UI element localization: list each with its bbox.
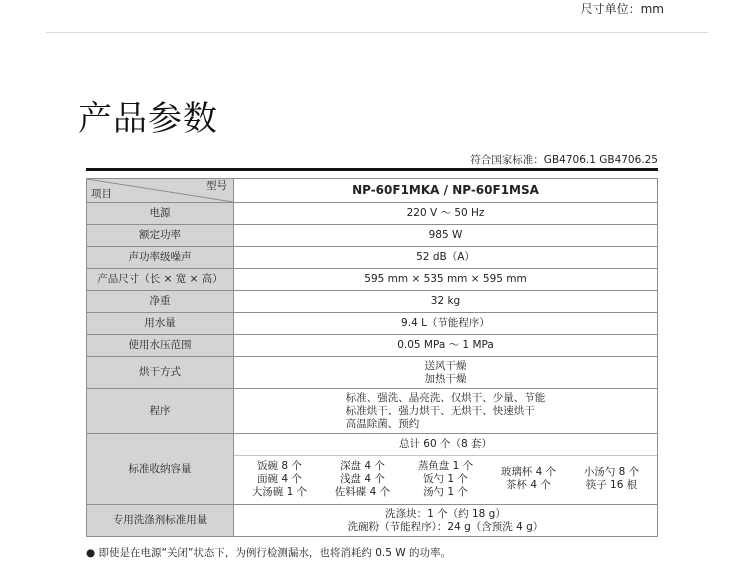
table-row — [87, 203, 658, 225]
table-row — [87, 505, 658, 537]
table-row — [87, 389, 658, 434]
row-value-drying — [234, 357, 658, 389]
capacity-item: 茶杯 4 个 — [506, 479, 551, 491]
table-row — [87, 434, 658, 505]
drying-line: 加热干燥 — [424, 372, 467, 385]
table-top-rule — [86, 168, 658, 171]
capacity-item: 饭勺 1 个 — [423, 472, 468, 485]
drying-line: 送风干燥 — [424, 359, 467, 372]
row-value-weight: 32 kg — [234, 291, 658, 313]
capacity-total: 总计 60 个（8 套） — [234, 435, 657, 456]
capacity-item: 大汤碗 1 个 — [251, 485, 308, 498]
capacity-column — [418, 460, 473, 499]
row-value-water-pressure: 0.05 MPa ～ 1 MPa — [234, 335, 658, 357]
row-label-water-use: 用水量 — [87, 313, 234, 335]
detergent-line: 洗涤块：1 个（约 18 g） — [385, 507, 506, 520]
row-value-capacity — [234, 434, 658, 505]
capacity-item: 玻璃杯 4 个 — [500, 466, 557, 478]
table-row — [87, 335, 658, 357]
row-label-programs: 程序 — [87, 389, 234, 434]
row-value-noise: 52 dB（A） — [234, 247, 658, 269]
capacity-column — [501, 466, 556, 492]
program-line: 高温除菌、预约 — [345, 417, 420, 430]
row-label-rated-power: 额定功率 — [87, 225, 234, 247]
standard-note: 符合国家标准：GB4706.1 GB4706.25 — [470, 154, 658, 166]
capacity-column — [335, 460, 390, 499]
table-header-row — [87, 179, 658, 203]
capacity-item: 深盘 4 个 — [340, 459, 385, 472]
row-label-detergent: 专用洗涤剂标准用量 — [87, 505, 234, 537]
table-row — [87, 225, 658, 247]
row-label-water-pressure: 使用水压范围 — [87, 335, 234, 357]
row-label-noise: 声功率级噪声 — [87, 247, 234, 269]
row-label-weight: 净重 — [87, 291, 234, 313]
page-title: 产品参数 — [78, 99, 218, 139]
capacity-column — [252, 460, 307, 499]
table-row — [87, 247, 658, 269]
corner-cell — [87, 179, 234, 203]
footnote: ● 即使是在电源“关闭”状态下，为例行检测漏水，也将消耗约 0.5 W 的功率。 — [86, 547, 451, 559]
model-value: NP-60F1MKA / NP-60F1MSA — [234, 179, 658, 203]
table-row — [87, 357, 658, 389]
detergent-line: 洗碗粉（节能程序）：24 g（含预洗 4 g） — [347, 520, 544, 533]
row-label-power: 电源 — [87, 203, 234, 225]
program-line: 标准、强洗、晶亮洗、仅烘干、少量、节能 — [345, 391, 546, 404]
corner-item-label: 项目 — [91, 188, 112, 200]
row-label-capacity: 标准收纳容量 — [87, 434, 234, 505]
capacity-item: 浅盘 4 个 — [340, 472, 385, 485]
spec-table — [86, 178, 658, 537]
row-value-programs — [234, 389, 658, 434]
corner-model-label: 型号 — [206, 180, 227, 192]
capacity-item: 蒸鱼盘 1 个 — [417, 459, 474, 472]
row-value-rated-power: 985 W — [234, 225, 658, 247]
row-value-detergent — [234, 505, 658, 537]
capacity-item: 饭碗 8 个 — [257, 459, 302, 472]
capacity-column — [584, 466, 639, 492]
table-row — [87, 269, 658, 291]
row-value-dimensions: 595 mm × 535 mm × 595 mm — [234, 269, 658, 291]
top-divider — [46, 32, 708, 33]
row-value-water-use: 9.4 L（节能程序） — [234, 313, 658, 335]
table-row — [87, 313, 658, 335]
capacity-item: 小汤勺 8 个 — [583, 466, 640, 478]
row-label-dimensions: 产品尺寸（长 × 宽 × 高） — [87, 269, 234, 291]
capacity-item: 筷子 16 根 — [585, 479, 638, 491]
program-line: 标准烘干、强力烘干、无烘干、快速烘干 — [345, 404, 535, 417]
capacity-item: 佐料碟 4 个 — [334, 485, 391, 498]
row-value-power: 220 V ～ 50 Hz — [234, 203, 658, 225]
capacity-item: 汤勺 1 个 — [423, 485, 468, 498]
capacity-item: 面碗 4 个 — [257, 472, 302, 485]
unit-note: 尺寸单位：mm — [580, 2, 664, 16]
table-row — [87, 291, 658, 313]
row-label-drying: 烘干方式 — [87, 357, 234, 389]
